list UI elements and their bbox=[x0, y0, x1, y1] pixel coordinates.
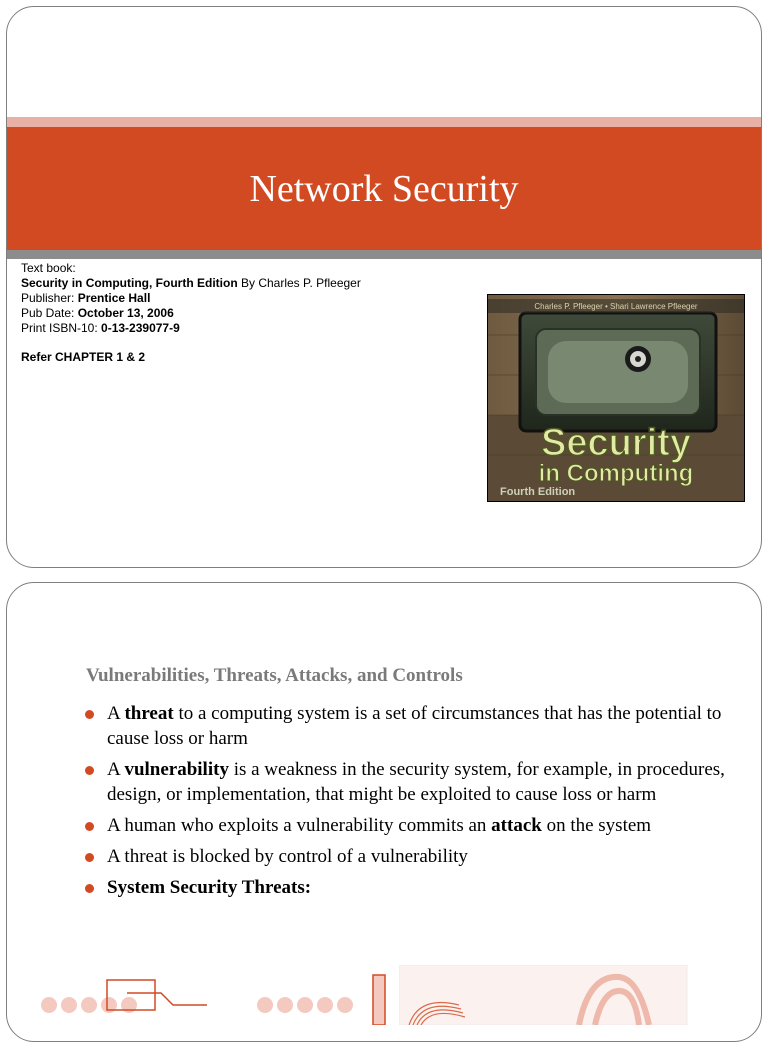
bullet-dot-icon bbox=[85, 822, 94, 831]
title-band-top-stripe bbox=[7, 117, 761, 127]
bullet-item: A human who exploits a vulnerability commits an attack on the system bbox=[85, 813, 735, 838]
bullet-item: A threat to a computing system is a set of circumstances that has the potential to cause loss or harm bbox=[85, 701, 735, 751]
publisher-label: Publisher: bbox=[21, 291, 78, 305]
bullet-item: System Security Threats: bbox=[85, 875, 735, 900]
refer-line bbox=[21, 350, 481, 365]
decorative-coil-art-right bbox=[399, 965, 689, 1025]
book-author: By Charles P. Pfleeger bbox=[237, 276, 361, 290]
publisher-line bbox=[21, 291, 481, 306]
bullet-list bbox=[85, 701, 735, 906]
cover-title-computing: in Computing bbox=[538, 460, 694, 487]
bullet-item: A threat is blocked by control of a vulnerability bbox=[85, 844, 735, 869]
cover-edition: Fourth Edition bbox=[500, 486, 576, 498]
isbn-value: 0-13-239077-9 bbox=[101, 321, 180, 335]
slide-title: Network Security bbox=[249, 167, 519, 210]
bullet-dot-icon bbox=[85, 853, 94, 862]
decorative-circuit-art-left bbox=[37, 965, 387, 1025]
book-cover-art bbox=[488, 295, 744, 501]
textbook-label: Text book: bbox=[21, 261, 76, 275]
slide-subtitle: Vulnerabilities, Threats, Attacks, and Controls bbox=[86, 665, 463, 686]
book-title: Security in Computing, Fourth Edition bbox=[21, 276, 238, 290]
book-line bbox=[21, 276, 481, 291]
slide-1 bbox=[6, 6, 762, 568]
title-band bbox=[7, 127, 761, 250]
pubdate-line bbox=[21, 306, 481, 321]
isbn-line bbox=[21, 321, 481, 336]
bullet-dot-icon bbox=[85, 884, 94, 893]
publisher-value: Prentice Hall bbox=[77, 291, 151, 305]
pubdate-label: Pub Date: bbox=[21, 306, 78, 320]
isbn-label: Print ISBN-10: bbox=[21, 321, 102, 335]
title-band-bottom-stripe bbox=[7, 250, 761, 259]
textbook-info bbox=[21, 261, 481, 365]
book-cover-image bbox=[487, 294, 745, 502]
bullet-dot-icon bbox=[85, 710, 94, 719]
bullet-item: A vulnerability is a weakness in the security system, for example, in procedures, design, or implementation, that might be exploited to cause loss or harm bbox=[85, 757, 735, 807]
cover-authors: Charles P. Pfleeger • Shari Lawrence Pfleeger bbox=[534, 302, 698, 311]
cover-title-security: Security bbox=[541, 422, 691, 464]
slide-2 bbox=[6, 582, 762, 1042]
pubdate-value: October 13, 2006 bbox=[77, 306, 174, 320]
refer-text: Refer CHAPTER 1 & 2 bbox=[21, 350, 146, 364]
bullet-dot-icon bbox=[85, 766, 94, 775]
